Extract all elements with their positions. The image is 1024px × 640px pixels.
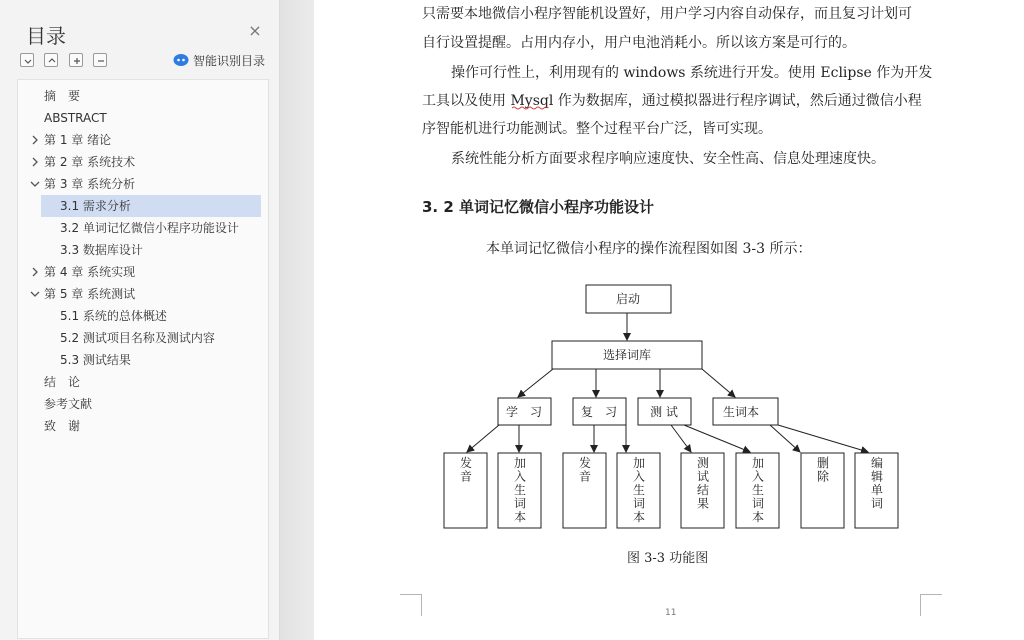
smart-toc-label: 智能识别目录 [193,53,266,68]
flow-start-label: 启动 [615,292,641,306]
collapse-all-icon[interactable] [20,53,34,67]
toc-item-label: 致 谢 [44,419,81,433]
flow-module-label: 复 习 [580,405,618,419]
doc-line-4: 工具以及使用 Mysql 作为数据库，通过模拟器进行程序调试，然后通过微信小程 [422,93,922,109]
expand-level-icon[interactable] [44,53,58,67]
flow-module-label: 学 习 [505,405,543,419]
chevron-down-icon[interactable] [30,179,40,189]
arrow-test-to-result [671,425,691,452]
toc-panel-title: 目录 [26,24,66,48]
toc-item[interactable] [41,239,261,261]
doc-line-2: 自行设置提醒。占用内存小，用户电池消耗小。所以该方案是可行的。 [422,35,856,51]
toc-panel [0,0,280,640]
toc-item[interactable] [41,305,261,327]
page-gutter [280,0,314,640]
toc-item-label: 第 4 章 系统实现 [44,265,136,279]
flow-leaf-label: 编辑单词 [870,456,884,511]
flow-module-label: 测 试 [650,405,678,419]
toc-item-label: 第 1 章 绪论 [44,133,112,147]
toc-item[interactable] [18,129,268,151]
toc-item[interactable] [18,173,268,195]
smart-recognition-icon [173,53,189,67]
flow-select-label: 选择词库 [602,348,652,362]
flow-module-label: 生词本 [722,405,760,419]
toc-item-label: ABSTRACT [44,111,107,125]
close-icon[interactable]: × [248,21,262,40]
flow-leaf-label: 测试结果 [696,456,710,511]
chevron-right-icon[interactable] [30,135,40,145]
doc-line-6: 系统性能分析方面要求程序响应速度快、安全性高、信息处理速度快。 [451,151,885,167]
toc-item-label: 参考文献 [44,397,93,411]
smart-toc-button[interactable] [173,51,265,69]
toc-item-label: 3.1 需求分析 [60,199,131,213]
toc-item[interactable] [18,283,268,305]
toc-item[interactable] [18,393,268,415]
toc-item[interactable] [18,415,268,437]
arrow-learn-to-pronounce [467,425,499,452]
page-margin-mark-left [400,594,422,616]
page-number: 11 [665,608,677,618]
toc-item-label: 5.1 系统的总体概述 [60,309,167,323]
section-heading: 3. 2 单词记忆微信小程序功能设计 [422,198,655,216]
toc-item[interactable] [41,217,261,239]
arrow-select-to-wordbook [702,369,735,397]
arrow-select-to-learn [518,369,553,397]
toc-item-label: 结 论 [44,375,81,389]
add-heading-icon[interactable] [69,53,83,67]
arrow-wordbook-to-delete [770,425,800,452]
flow-leaf-label: 加入生词本 [751,456,765,524]
toc-item[interactable] [18,107,268,129]
toc-item-label: 摘 要 [44,89,81,103]
function-flowchart [420,270,920,540]
toc-item-label: 5.2 测试项目名称及测试内容 [60,331,215,345]
toc-item[interactable] [41,195,261,217]
toc-item[interactable] [18,85,268,107]
figure-caption: 图 3-3 功能图 [627,551,709,566]
flow-leaf-label: 发音 [578,456,592,484]
toc-item[interactable] [41,327,261,349]
flow-leaf-label: 加入生词本 [632,456,646,524]
toc-item[interactable] [41,349,261,371]
toc-list [17,79,269,639]
doc-line-3: 操作可行性上，利用现有的 windows 系统进行开发。使用 Eclipse 作为开发 [451,65,933,81]
arrow-test-to-add [684,425,750,452]
toc-item-label: 第 2 章 系统技术 [44,155,136,169]
page-margin-mark-right [920,594,942,616]
flow-leaf-label: 发音 [459,456,473,484]
toc-item-label: 3.2 单词记忆微信小程序功能设计 [60,221,239,235]
flow-leaf-label: 删除 [816,456,830,484]
toc-item[interactable] [18,151,268,173]
chevron-down-icon[interactable] [30,289,40,299]
toc-item-label: 第 3 章 系统分析 [44,177,136,191]
figure-intro: 本单词记忆微信小程序的操作流程图如图 3-3 所示： [486,241,812,257]
toc-item-label: 5.3 测试结果 [60,353,131,367]
chevron-right-icon[interactable] [30,267,40,277]
arrow-wordbook-to-edit [778,425,868,452]
toc-item[interactable] [18,261,268,283]
toc-item[interactable] [18,371,268,393]
toc-item-label: 3.3 数据库设计 [60,243,143,257]
toc-item-label: 第 5 章 系统测试 [44,287,136,301]
doc-line-1: 只需要本地微信小程序智能机设置好，用户学习内容自动保存，而且复习计划可 [422,6,912,22]
doc-line-5: 序智能机进行功能测试。整个过程平台广泛，皆可实现。 [422,121,772,137]
flow-leaf-label: 加入生词本 [513,456,527,524]
chevron-right-icon[interactable] [30,157,40,167]
remove-heading-icon[interactable] [93,53,107,67]
spellcheck-underline [512,106,548,110]
